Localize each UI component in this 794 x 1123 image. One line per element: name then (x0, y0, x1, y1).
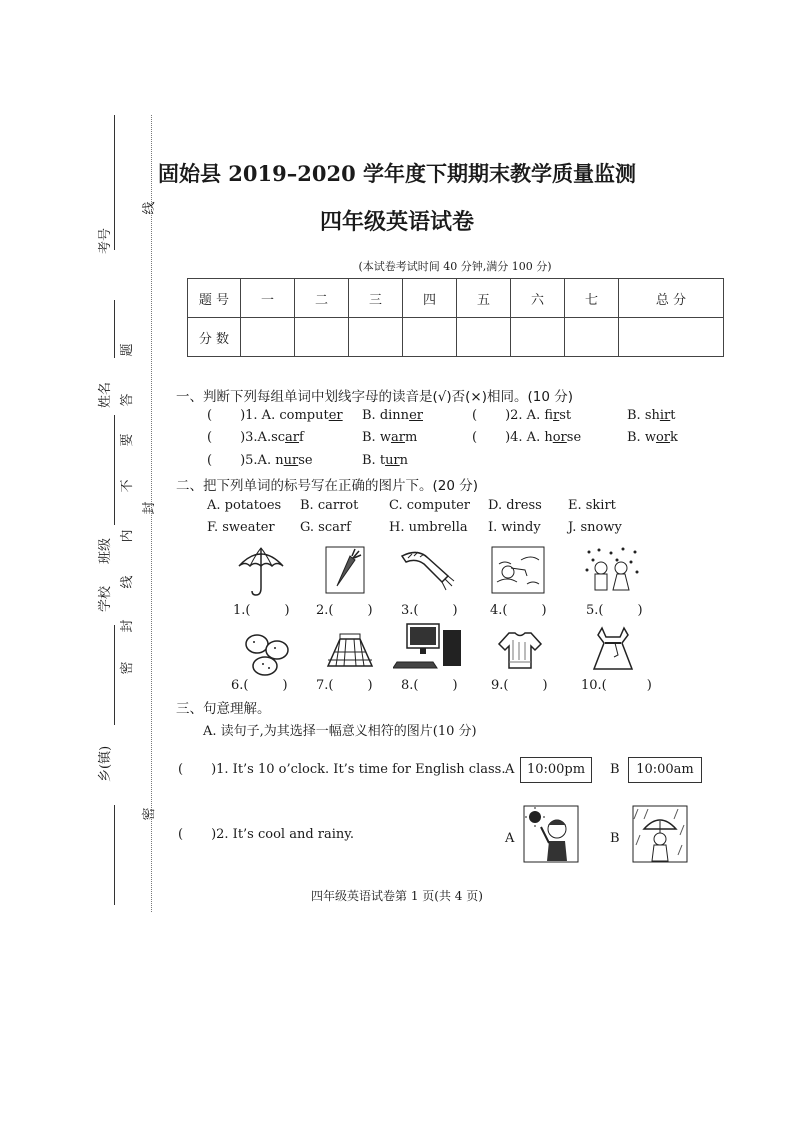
margin-label-school: 学校 (98, 585, 113, 612)
score-cell: 二 (295, 279, 349, 318)
score-table-header-row (188, 279, 724, 318)
exam-subtitle: 四年级英语试卷 (319, 210, 474, 235)
score-row-label: 分 数 (188, 318, 241, 357)
page-footer: 四年级英语试卷第 1 页(共 4 页) (311, 889, 483, 903)
section3-heading: 三、句意理解。 (176, 701, 271, 717)
computer-picture (393, 622, 465, 672)
exam-note: (本试卷考试时间 40 分钟,满分 100 分) (358, 260, 552, 273)
score-input-cell[interactable] (295, 318, 349, 357)
score-input-cell[interactable] (511, 318, 565, 357)
word-option: F. sweater (207, 520, 275, 535)
s1-item-5: ( )5.A. nurse (207, 453, 313, 468)
picture-answer-2[interactable]: 2.( ) (316, 603, 373, 618)
picture-answer-8[interactable]: 8.( ) (401, 678, 458, 693)
margin-line-2 (114, 300, 115, 358)
section2-heading: 二、把下列单词的标号写在正确的图片下。(20 分) (176, 478, 479, 494)
margin-line-4 (114, 625, 115, 725)
section1-heading: 一、判断下列每组单词中划线字母的读音是(√)否(×)相同。(10 分) (176, 389, 573, 405)
umbrella-picture (236, 546, 286, 598)
s1-item-2: ( )2. A. first (472, 408, 572, 423)
picture-answer-9[interactable]: 9.( ) (491, 678, 548, 693)
exam-title: 固始县 2019–2020 学年度下期期末教学质量监测 (157, 161, 636, 186)
rainy-picture (632, 805, 688, 863)
s1-item-3-b: B. warm (362, 430, 418, 445)
score-cell: 七 (565, 279, 619, 318)
seal-char: 线 (120, 575, 135, 589)
word-option: G. scarf (300, 520, 351, 535)
dress-picture (590, 625, 636, 675)
score-cell: 题 号 (188, 279, 241, 318)
picture-answer-1[interactable]: 1.( ) (233, 603, 290, 618)
s3-question-2: ( )2. It’s cool and rainy. (178, 827, 355, 842)
s1-item-1: ( )1. A. computer (207, 408, 343, 423)
score-table-score-row (188, 318, 724, 357)
option-a-label: A (505, 762, 515, 777)
s3-question-1: ( )1. It’s 10 o’clock. It’s time for English class. (178, 762, 506, 777)
score-input-cell[interactable] (457, 318, 511, 357)
score-cell: 六 (511, 279, 565, 318)
seal-char: 密 (142, 807, 157, 821)
word-option: A. potatoes (207, 498, 282, 513)
score-cell: 一 (241, 279, 295, 318)
picture-answer-3[interactable]: 3.( ) (401, 603, 458, 618)
s1-item-1-b: B. dinner (362, 408, 423, 423)
seal-char: 线 (142, 201, 157, 215)
margin-line-3 (114, 415, 115, 525)
seal-char: 封 (120, 619, 135, 633)
clock-time-b: 10:00am (628, 757, 702, 783)
seal-char: 密 (120, 661, 135, 675)
skirt-picture (324, 630, 376, 672)
score-cell: 三 (349, 279, 403, 318)
margin-label-class: 班级 (98, 537, 113, 564)
sunny-picture (523, 805, 579, 863)
margin-label-exam-no: 考号 (98, 227, 113, 254)
option-a-label: A (505, 831, 515, 846)
s1-item-4-b: B. work (627, 430, 678, 445)
score-cell: 四 (403, 279, 457, 318)
seal-char: 要 (120, 433, 135, 447)
option-b-label: B (610, 831, 620, 846)
score-table (187, 278, 724, 357)
word-option: I. windy (488, 520, 541, 535)
snowy-picture (583, 546, 641, 594)
score-input-cell[interactable] (565, 318, 619, 357)
windy-picture (491, 546, 545, 594)
picture-answer-10[interactable]: 10.( ) (581, 678, 652, 693)
option-b-label: B (610, 762, 620, 777)
score-cell: 总 分 (619, 279, 724, 318)
score-input-cell[interactable] (349, 318, 403, 357)
carrot-picture (325, 546, 365, 594)
picture-answer-4[interactable]: 4.( ) (490, 603, 547, 618)
s1-item-4: ( )4. A. horse (472, 430, 582, 445)
word-option: C. computer (389, 498, 471, 513)
clock-time-a: 10:00pm (520, 757, 592, 783)
s1-item-3: ( )3.A.scarf (207, 430, 304, 445)
seal-char: 题 (120, 343, 135, 357)
s1-item-2-b: B. shirt (627, 408, 676, 423)
score-input-cell[interactable] (403, 318, 457, 357)
word-option: B. carrot (300, 498, 359, 513)
score-input-cell[interactable] (619, 318, 724, 357)
word-option: D. dress (488, 498, 542, 513)
scarf-picture (398, 546, 456, 592)
seal-char: 内 (120, 529, 135, 543)
margin-label-township: 乡(镇) (98, 745, 113, 782)
section3-part-a-instruction: A. 读句子,为其选择一幅意义相符的图片(10 分) (203, 724, 477, 739)
picture-answer-5[interactable]: 5.( ) (586, 603, 643, 618)
s1-item-5-b: B. turn (362, 453, 409, 468)
seal-char: 封 (142, 501, 157, 515)
word-option: E. skirt (568, 498, 616, 513)
picture-answer-7[interactable]: 7.( ) (316, 678, 373, 693)
word-option: J. snowy (568, 520, 622, 535)
word-option: H. umbrella (389, 520, 468, 535)
score-input-cell[interactable] (241, 318, 295, 357)
seal-char: 答 (120, 393, 135, 407)
potatoes-picture (243, 630, 291, 678)
score-cell: 五 (457, 279, 511, 318)
seal-char: 不 (120, 479, 135, 493)
picture-answer-6[interactable]: 6.( ) (231, 678, 288, 693)
margin-label-name: 姓名 (98, 381, 113, 408)
sweater-picture (497, 630, 543, 672)
